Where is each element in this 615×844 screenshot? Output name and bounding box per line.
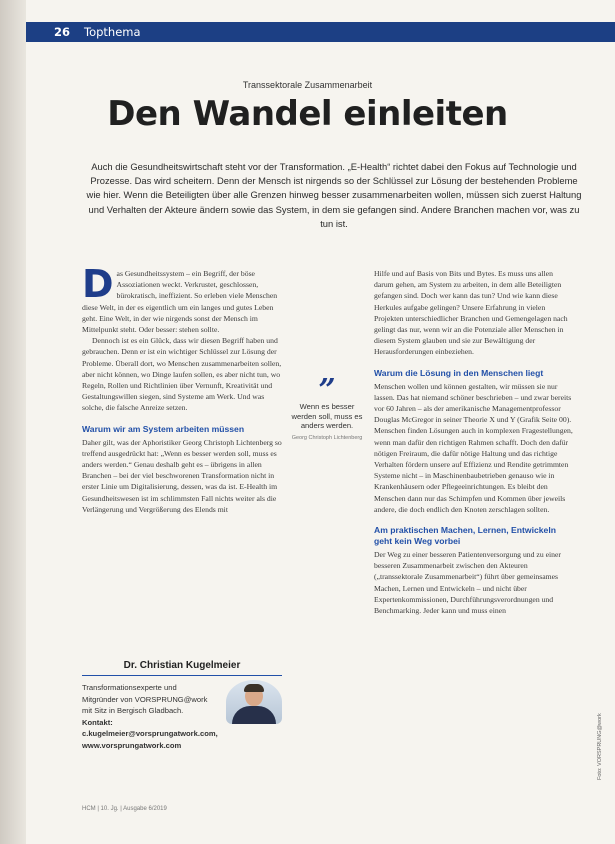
author-name: Dr. Christian Kugelmeier [82, 660, 282, 676]
paragraph: Der Weg zu einer besseren Patientenversorgung und zu einer besseren Zusammenarbeit zwischen den Akteuren („transsektorale Zusammenarbeit“) führt über gemeinsames Machen, Lernen und Entwickeln – und nicht über Expertenkommissionen, Durchführungsverordnungen und Benchmarking. Jeder kann und muss einen [374, 550, 561, 616]
subheading: Warum wir am System arbeiten müssen [82, 423, 245, 434]
subheading: Warum die Lösung in den Menschen liegt [374, 367, 544, 378]
author-box [82, 660, 282, 751]
paragraph: Dennoch ist es ein Glück, dass wir diesen Begriff haben und gebrauchen. Denn er ist ein wichtiger Schlüssel zur Lösung der Probleme. Überall dort, wo Menschen zusammenarbeiten sollen, aber nicht können, wo Dinge laufen sollen, es aber nicht tun, wo Regeln, Rollen und Richtlinien über Vernunft, Kreativität und Gestaltungswillen siegen, sind Systeme am Werk. Und was solche, die falsche Anreize setzen. [82, 336, 282, 413]
article-lead: Auch die Gesundheitswirtschaft steht vor der Transformation. „E-Health“ richtet dabei den Fokus auf Technologie und Prozesse. Das wird scheitern. Denn der Mensch ist nirgends so der Schlüssel zur Lösung der bestehenden Probleme wie hier. Wenn die Beteiligten über alle Grenzen hinweg besser zusammenarbeiten wollen, müssen sich zuerst Haltung und Verhalten der Akteure ändern sowie das System, in dem sie gefangen sind. Andere Branchen machen vor, was zu tun ist. [86, 161, 582, 229]
author-website[interactable]: www.vorsprungatwork.com [82, 740, 182, 750]
page-number: 26 [54, 25, 71, 39]
paragraph-text: as Gesundheitssystem – ein Begriff, der böse Assoziationen weckt. Verkrustet, geschlossen, bürokratisch, ineffizient. So erleben viele Menschen diese Welt, in der es eigentlich um ein langes und gutes Leben geht. Eine Welt, in der wie nirgends sonst der Mensch im Mittelpunkt steht. Oder besser: stehen sollte. [82, 269, 278, 335]
article-kicker: Transsektorale Zusammenarbeit [242, 80, 373, 90]
paragraph: Menschen wollen und können gestalten, wir müssen sie nur lassen. Das hat niemand schöner beschrieben – und zwar bereits vor 60 Jahren – als der amerikanische Managementprofessor Douglas McGregor in seiner Theorie X und Y (Grafik Seite 00). Menschen finden Lösungen auch in komplexen Fragestellungen, wenn man dafür den richtigen Rahmen schafft. Doch den dafür nötigen Freiraum, die dafür nötige Haltung und das richtige Verhalten fördern unsere auf Effizienz und Rendite getrimmten Systeme nicht – in Maschinenbaubetrieben genauso wie in Krankenhäusern oder Pflegeeinrichtungen. Es bleibt den Menschen dann nur das Schimpfen und Kommen über jeweils andere, die doch endlich den Knoten zerschlagen sollten. [374, 381, 573, 514]
article-column-right [374, 268, 574, 616]
paragraph [82, 262, 282, 335]
quote-text: Wenn es besser werden soll, muss es anders werden. [291, 402, 363, 431]
paragraph: Daher gilt, was der Aphoristiker Georg Christoph Lichtenberg so treffend ausgedrückt hat: „Wenn es besser werden soll, muss es anders werden.“ Genau deshalb geht es – übrigens in allen Branchen – bei der viel beschworenen Transformation nicht in erster Linie um Digitalisierung, dessen, was da ist. E-Health im Gesundheitswesen ist im schlimmsten Fall nichts weiter als die Verlängerung und Vergrößerung des Elends mit [82, 437, 282, 514]
page-footer: HCM | 10. Jg. | Ausgabe 6/2019 [82, 806, 167, 812]
author-bio-block [82, 682, 282, 751]
quote-marks-icon: ” [318, 373, 336, 408]
section-label: Topthema [84, 25, 141, 39]
author-photo [226, 680, 282, 724]
subheading: Am praktischen Machen, Lernen, Entwickeln geht kein Weg vorbei [374, 525, 556, 547]
contact-label: Kontakt: [82, 717, 113, 727]
page-header [26, 22, 615, 42]
author-email[interactable]: c.kugelmeier@vorsprungatwork.com, [82, 729, 218, 738]
drop-cap: D [82, 262, 114, 306]
pull-quote [290, 373, 364, 442]
quote-attribution: Georg Christoph Lichtenberg [291, 434, 363, 441]
paragraph: Hilfe und auf Basis von Bits und Bytes. Es muss uns allen darum gehen, am System zu arbeiten, in dem alle Beteiligten gefangen sind. Doch wer kann das tun? Und wie kann diese Herkules aufgabe gelingen? Unsere Erfahrung in vielen Projekten unterschiedlicher Branchen und Gemengelagen nach gelingt das nur, wenn wir an die Potenziale aller Menschen in diesem System glauben und sie zur Bewältigung der Herausforderungen einbeziehen. [374, 269, 568, 357]
article-headline: Den Wandel einleiten [107, 94, 508, 134]
photo-credit: Foto: VORSPRUNG@work [597, 713, 603, 780]
article-column-left [82, 262, 282, 515]
author-bio: Transformationsexperte und Mitgründer von VORSPRUNG@work mit Sitz in Bergisch Gladbach. [82, 683, 208, 715]
